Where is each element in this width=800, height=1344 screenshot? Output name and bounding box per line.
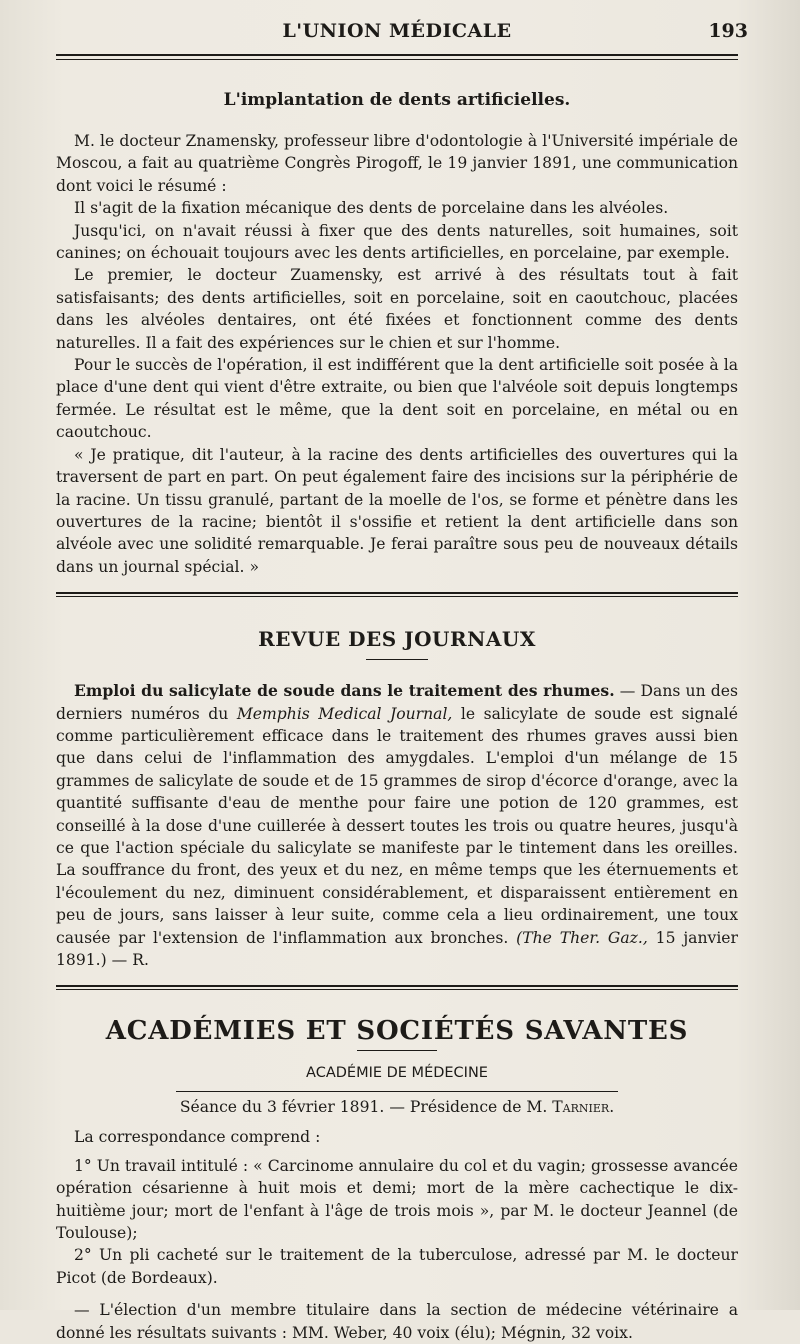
revue-text: le salicylate de soude est signalé comme particulièrement efficace dans le traitement des rhumes graves aussi bien que dans celui de l'inflammation des amygdales. L'emploi d'un mélange de 15 grammes de salicylate de soude et de 15 grammes de sirop d'écorce d'orange, avec la quantité suffisante d'eau de menthe pour faire une potion de 120 grammes, est conseillé à la dose d'une cuillerée à dessert toutes les trois ou quatre heures, jusqu'à ce que l'action spéciale du salicylate se manifeste par le tintement dans les oreilles. La souffrance du front, des yeux et du nez, en même temps que les éternuements et l'écoulement du nez, diminuent considérablement, et disparaissent entièrement en peu de jours, sans laisser à leur suite, comme cela a lieu ordinairement, une toux causée par l'extension de l'inflammation aux bronches. [56, 704, 738, 947]
revue-title: REVUE DES JOURNAUX [258, 627, 536, 652]
revue-text: 15 janvier 1891.) — R. [56, 928, 738, 969]
section-divider [56, 985, 738, 990]
seance-president: Tarnier [552, 1098, 610, 1117]
academie-intro: La correspondance comprend : [74, 1128, 321, 1147]
academie-election: — L'élection d'un membre titulaire dans la section de médecine vétérinaire a donné les résultats suivants : MM. Weber, 40 voix (élu); Mégnin, 32 voix. [56, 1301, 738, 1342]
running-title: L'UNION MÉDICALE [282, 20, 512, 42]
seance-text [56, 1098, 738, 1116]
page-number: 193 [708, 20, 748, 42]
header-rule [56, 54, 738, 60]
academies-title-rule [357, 1050, 437, 1051]
revue-paragraph [56, 680, 738, 971]
seance-label: Séance du 3 février 1891. — Présidence de M. [179, 1098, 553, 1117]
section-divider [56, 592, 738, 597]
academie-subtitle: ACADÉMIE DE MÉDECINE [306, 1065, 488, 1082]
seance-end: . [609, 1098, 615, 1117]
article-paragraph: Il s'agit de la fixation mécanique des dents de porcelaine dans les alvéoles. [74, 199, 669, 218]
revue-lead: Emploi du salicylate de soude dans le traitement des rhumes. [74, 681, 615, 701]
revue-body [56, 680, 738, 971]
article-paragraph: Jusqu'ici, on n'avait réussi à fixer que des dents naturelles, soit humaines, soit canines; on échouait toujours avec les dents artificielles, en porcelaine, par exemple. [56, 221, 738, 263]
article-paragraph: « Je pratique, dit l'auteur, à la racine des dents artificielles des ouvertures qui la traversent de part en part. On peut également faire des incisions sur la périphérie de la racine. Un tissu granulé, partant de la moelle de l'os, se forme et pénètre dans les ouvertures de la racine; bientôt il s'ossifie et retient la dent artificielle dans son alvéole avec une solidité remarquable. Je ferai paraître sous peu de nouveaux détails dans un journal spécial. » [56, 445, 738, 576]
academie-item: 1° Un travail intitulé : « Carcinome annulaire du col et du vagin; grossesse avancée opération césarienne à huit mois et demi; mort de la mère cachectique le dix-huitième jour; mort de l'enfant à l'âge de trois mois », par M. le docteur Jeannel (de Toulouse); [56, 1156, 738, 1243]
article-paragraph: Le premier, le docteur Zuamensky, est arrivé à des résultats tout à fait satisfaisants; des dents artificielles, soit en porcelaine, soit en caoutchouc, placées dans les alvéoles dentaires, ont été fixées et fonctionnent comme des dents naturelles. Il a fait des expériences sur le chien et sur l'homme. [56, 266, 738, 352]
academie-body [56, 1126, 738, 1344]
academie-item: 2° Un pli cacheté sur le traitement de la tuberculose, adressé par M. le docteur Picot (de Bordeaux). [56, 1246, 738, 1287]
article-title: L'implantation de dents artificielles. [223, 90, 571, 110]
academies-title: ACADÉMIES ET SOCIÉTÉS SAVANTES [105, 1016, 689, 1047]
revue-journal: Memphis Medical Journal, [236, 704, 453, 723]
article-body [56, 130, 738, 578]
revue-text: — Dans un des derniers numéros du [56, 682, 738, 723]
article-paragraph: Pour le succès de l'opération, il est indifférent que la dent artificielle soit posée à la place d'une dent qui vient d'être extraite, ou bien que l'alvéole soit depuis longtemps fermée. Le résultat est le même, que la dent soit en porcelaine, en métal ou en caoutchouc. [56, 356, 738, 442]
revue-source: (The Ther. Gaz., [516, 928, 648, 947]
article-paragraph: M. le docteur Znamensky, professeur libre d'odontologie à l'Université impériale de Moscou, a fait au quatrième Congrès Pirogoff, le 19 janvier 1891, une communication dont voici le résumé : [56, 132, 738, 195]
revue-title-rule [366, 659, 428, 660]
seance-line [176, 1091, 618, 1116]
running-head [56, 18, 748, 46]
